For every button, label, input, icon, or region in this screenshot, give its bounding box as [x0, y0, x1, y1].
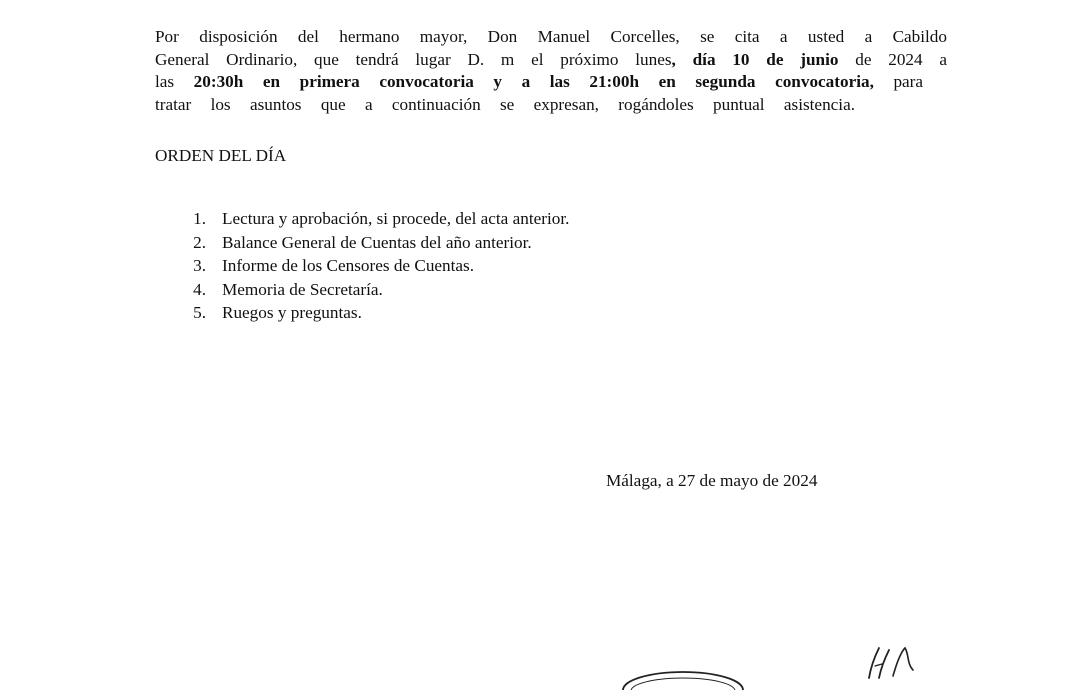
agenda-item [180, 278, 569, 302]
paragraph-line-3 [155, 71, 923, 94]
official-seal [615, 660, 745, 690]
agenda-item [180, 231, 569, 255]
agenda-item [180, 301, 569, 325]
paragraph-line-4: tratar los asuntos que a continuación se expresan, rogándoles puntual asistencia. [155, 94, 855, 114]
paragraph-line-2-text: General Ordinario, que tendrá lugar D. m el próximo lunes [155, 49, 672, 69]
agenda-item-number: 3. [193, 256, 206, 276]
handwritten-signature [855, 640, 935, 680]
meeting-date: , día 10 de junio [671, 49, 839, 69]
agenda-item-number: 2. [193, 232, 206, 252]
agenda-item-number: 4. [193, 279, 206, 299]
paragraph-line-2-year: de 2024 a [838, 49, 947, 69]
agenda-item-number: 5. [193, 303, 206, 323]
meeting-times: 20:30h en primera convocatoria y a las 21:00h en segunda convocatoria, [193, 72, 874, 92]
agenda-item-text: Informe de los Censores de Cuentas. [222, 256, 475, 276]
agenda-item [180, 254, 569, 278]
agenda-item-text: Balance General de Cuentas del año anterior. [222, 232, 532, 252]
paragraph-line-3-start: las [155, 72, 194, 92]
agenda-item [180, 207, 569, 231]
agenda-list [180, 207, 569, 325]
place-date: Málaga, a 27 de mayo de 2024 [606, 471, 818, 490]
agenda-title: ORDEN DEL DÍA [155, 146, 287, 165]
agenda-item-text: Ruegos y preguntas. [222, 303, 362, 323]
paragraph-line-1: Por disposición del hermano mayor, Don Manuel Corcelles, se cita a usted a Cabildo [155, 27, 947, 46]
agenda-item-text: Lectura y aprobación, si procede, del acta anterior. [222, 209, 570, 228]
paragraph-line-3-end: para [873, 72, 924, 92]
agenda-item-number: 1. [193, 209, 206, 228]
paragraph-line-2 [155, 49, 947, 72]
convocation-paragraph [155, 26, 947, 116]
agenda-item-text: Memoria de Secretaría. [222, 279, 383, 299]
